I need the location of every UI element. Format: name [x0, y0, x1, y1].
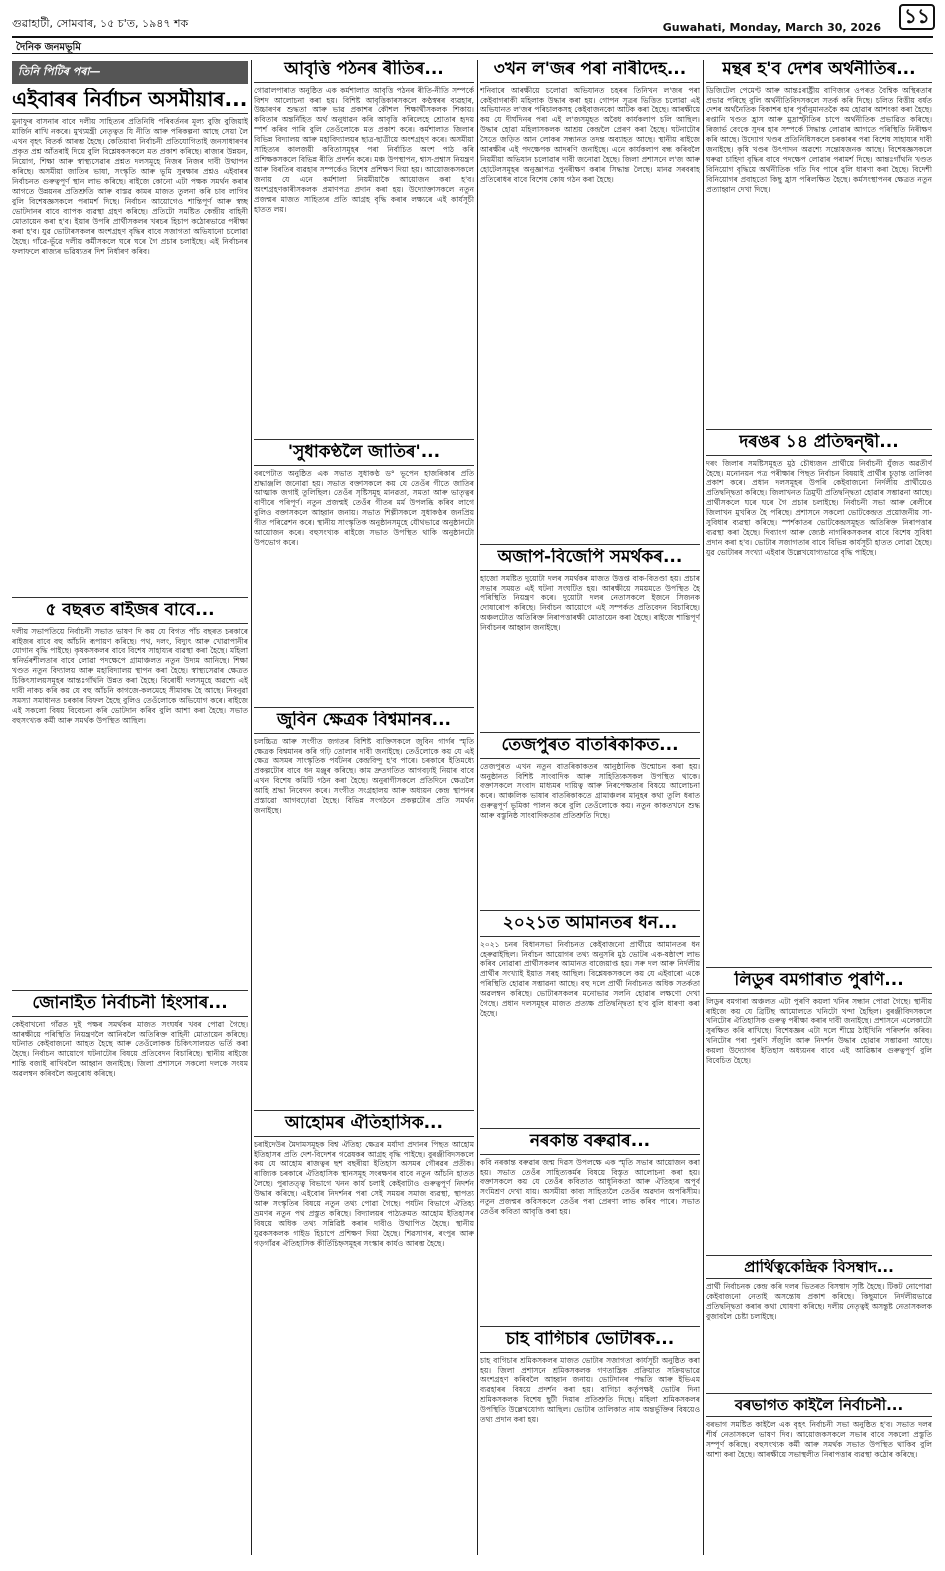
- dateline: [12, 8, 933, 34]
- headline: ৩খন ল'জৰ পৰা নাৰীদেহ...: [480, 60, 700, 83]
- headline: নৰকান্ত বৰুৱাৰ...: [480, 1132, 700, 1155]
- article-ahom: [254, 1114, 474, 1554]
- dateline-left: গুৱাহাটী, সোমবাৰ, ১৫ চ'ত, ১৯৪৭ শক: [12, 17, 189, 30]
- page-number: ১১: [899, 4, 935, 30]
- column-rule: [251, 60, 252, 1555]
- article-body: কবি নৰকান্ত বৰুৱাৰ জন্ম দিৱস উপলক্ষে এক স্মৃতি সভাৰ আয়োজন কৰা হয়। সভাত তেওঁৰ সাহিত্যকৰ্মৰ বিষয়ে বিস্তৃত আলোচনা কৰা হয়। বক্তাসকলে কয় যে তেওঁৰ কবিতাত আধুনিকতা আৰু ঐতিহ্যৰ অপূৰ্ব সংমিশ্ৰণ দেখা যায়। অসমীয়া কাব্য সাহিত্যলৈ তেওঁৰ অৱদান অপৰিসীম। নতুন প্ৰজন্মৰ কবিসকলে তেওঁৰ পৰা প্ৰেৰণা লাভ কৰিব পাৰে। সভাত তেওঁৰ কবিতা আবৃত্তি কৰা হয়।: [480, 1157, 700, 1217]
- article-darrang: [706, 433, 932, 963]
- article-body: মুনাফুৰ বাসনাৰ বাবে দলীয় সাহিত্যৰ প্ৰতিনিধি পৰিবৰ্তনৰ মূল্য বুজি বুজিয়াই মাৰ্জিন ৰাখি নকৰে। মুখ্যমন্ত্ৰী নেতৃত্বত যি নীতি আৰু পৰিকল্পনা আছে সেয়া লৈ এখন বৃহৎ বিতৰ্ক আৰম্ভ হৈছে। কেতিয়াবা নিৰ্বাচনী প্ৰতিযোগিতাই জনসাধাৰণৰ প্ৰকৃত প্ৰশ্ন আঁতৰাই দিয়ে বুলি বিশ্লেষকসকলে মত প্ৰকাশ কৰিছে। ৰাজ্যৰ উন্নয়ন, নিয়োগ, শিক্ষা আৰু স্বাস্থ্যসেৱাৰ প্ৰশ্নত দলসমূহে নিজৰ নিজৰ দাবী উত্থাপন কৰিছে। অসমীয়া জাতিৰ ভাষা, সংস্কৃতি আৰু ভূমি সুৰক্ষাৰ প্ৰশ্নও এইবাৰৰ নিৰ্বাচনত গুৰুত্বপূৰ্ণ স্থান লাভ কৰিছে। ৰাইজে কোনো এটা পক্ষক সমৰ্থন কৰাৰ আগতে উন্নয়নৰ প্ৰতিশ্ৰুতি আৰু বাস্তৱ কামৰ মাজত তুলনা কৰি চাব লাগিব বুলি বিশেষজ্ঞসকলে পৰামৰ্শ দিছে। নিৰ্বাচন আয়োগেও শান্তিপূৰ্ণ আৰু স্বচ্ছ ভোটদানৰ বাবে ব্যাপক ব্যৱস্থা গ্ৰহণ কৰিছে। প্ৰতিটো সমষ্টিত কেন্দ্ৰীয় বাহিনী মোতায়েন কৰা হ'ব। ইয়াৰ উপৰি প্ৰাৰ্থীসকলৰ খৰচৰ হিচাপ কঠোৰভাৱে পৰীক্ষা কৰা হ'ব। যুৱ ভোটাৰসকলৰ অংশগ্ৰহণ বৃদ্ধিৰ বাবে সজাগতা অভিযানো চলোৱা হৈছে। গাঁৱে-ভূঁৱে দলীয় কৰ্মীসকলে ঘৰে ঘৰে গৈ প্ৰচাৰ চলাইছে। এই নিৰ্বাচনৰ ফলাফলে ৰাজ্যৰ ভৱিষ্যতৰ দিশ নিৰ্ধাৰণ কৰিব।: [12, 117, 248, 256]
- headline: 'সুধাকণ্ঠলৈ জাতিৰ'...: [254, 443, 474, 466]
- article-lodge: [480, 60, 700, 540]
- headline: তেজপুৰত বাতৰিকাকত...: [480, 736, 700, 759]
- article-ledo: [706, 971, 932, 1251]
- headline: চাহ বাগিচাৰ ভোটাৰক...: [480, 1330, 700, 1353]
- article-deposit: [480, 914, 700, 1124]
- headline: ২০২১ত আমানতৰ ধন...: [480, 914, 700, 937]
- headline: জোনাইত নিৰ্বাচনী হিংসাৰ...: [12, 994, 248, 1017]
- column-rule: [703, 60, 704, 1555]
- headline: প্ৰাৰ্থিত্বকেন্দ্ৰিক বিসম্বাদ...: [706, 1259, 932, 1279]
- column-3: [480, 60, 700, 1555]
- article-economy: [706, 60, 932, 425]
- article-sudhakantha: [254, 443, 474, 703]
- headline: লিডুৰ বমগাৰাত পুৰণি...: [706, 971, 932, 994]
- headline: এইবাৰৰ নিৰ্বাচন অসমীয়াৰ...: [12, 88, 248, 114]
- article-nabakanta: [480, 1132, 700, 1322]
- article-body: চলচ্চিত্ৰ আৰু সংগীত জগতৰ বিশিষ্ট ব্যক্তিসকলে জুবিন গাৰ্গৰ স্মৃতি ক্ষেত্ৰক বিশ্বমানৰ কৰি গঢ়ি তোলাৰ দাবী জনাইছে। তেওঁলোকে কয় যে এই ক্ষেত্ৰ অসমৰ সাংস্কৃতিক পৰ্যটনৰ কেন্দ্ৰবিন্দু হ'ব পাৰে। চৰকাৰে ইতিমধ্যে প্ৰকল্পটোৰ বাবে ধন মঞ্জুৰ কৰিছে। কাম দ্ৰুতগতিত আগবঢ়াই নিয়াৰ বাবে এখন বিশেষ কমিটি গঠন কৰা হৈছে। অনুৰাগীসকলে প্ৰতিদিনে ক্ষেত্ৰলৈ আহি শ্ৰদ্ধা নিবেদন কৰে। সংগীত সংগ্ৰহালয় আৰু অধ্যয়ন কেন্দ্ৰ স্থাপনৰ প্ৰস্তাৱো আগবঢ়োৱা হৈছে। বিভিন্ন সংগঠনে প্ৰকল্পটোৰ প্ৰতি সমৰ্থন জনাইছে।: [254, 736, 474, 816]
- dateline-right: Guwahati, Monday, March 30, 2026: [662, 21, 881, 34]
- headline: দৰঙৰ ১৪ প্ৰতিদ্বন্দ্বী...: [706, 433, 932, 456]
- headline: বৰভাগত কাইলৈ নিৰ্বাচনী...: [706, 1397, 932, 1417]
- column-rule: [477, 60, 478, 1555]
- article-election: [12, 88, 248, 593]
- headline: অজাপ-বিজেপি সমৰ্থকৰ...: [480, 548, 700, 571]
- article-barbhag: [706, 1397, 932, 1537]
- headline: জুবিন ক্ষেত্ৰক বিশ্বমানৰ...: [254, 711, 474, 734]
- article-body: হাজো সমষ্টিত দুয়োটা দলৰ সমৰ্থকৰ মাজত উত্তপ্ত বাক-বিতণ্ডা হয়। প্ৰচাৰ সভাৰ সময়ত এই ঘটনা সংঘটিত হয়। আৰক্ষীয়ে সময়মতে উপস্থিত হৈ পৰিস্থিতি নিয়ন্ত্ৰণ কৰে। দুয়োটা দলৰ নেতাসকলে ইজনে সিজনক দোষাৰোপ কৰিছে। নিৰ্বাচন আয়োগে এই সম্পৰ্কত প্ৰতিবেদন বিচাৰিছে। অঞ্চলটোত অতিৰিক্ত নিৰাপত্তাৰক্ষী মোতায়েন কৰা হৈছে। ৰাইজে শান্তিপূৰ্ণ নিৰ্বাচনৰ আহ্বান জনাইছে।: [480, 573, 700, 633]
- article-body: তেজপুৰত এখন নতুন বাতৰিকাকতৰ আনুষ্ঠানিক উন্মোচন কৰা হয়। অনুষ্ঠানত বিশিষ্ট সাংবাদিক আৰু সাহিত্যিকসকল উপস্থিত থাকে। বক্তাসকলে সংবাদ মাধ্যমৰ দায়িত্ব আৰু নিৰপেক্ষতাৰ বিষয়ে আলোচনা কৰে। আঞ্চলিক ভাষাৰ বাতৰিকাকতে গ্ৰামাঞ্চলৰ মানুহৰ কথা তুলি ধৰাত গুৰুত্বপূৰ্ণ ভূমিকা পালন কৰে বুলি তেওঁলোকে কয়। নতুন কাকতখনে শুদ্ধ আৰু বস্তুনিষ্ঠ সাংবাদিকতাৰ প্ৰতিশ্ৰুতি দিছে।: [480, 761, 700, 821]
- article-five-years: [12, 601, 248, 986]
- article-body: বৰভাগ সমষ্টিত কাইলৈ এক বৃহৎ নিৰ্বাচনী সভা অনুষ্ঠিত হ'ব। সভাত দলৰ শীৰ্ষ নেতাসকলে ভাষণ দিব। আয়োজকসকলে সভাৰ বাবে সকলো প্ৰস্তুতি সম্পূৰ্ণ কৰিছে। বহুসংখ্যক কৰ্মী আৰু সমৰ্থক সভাত উপস্থিত থাকিব বুলি আশা কৰা হৈছে। আৰক্ষীয়ে সভাস্থলীত নিৰাপত্তাৰ ব্যৱস্থা কঠোৰ কৰিছে।: [706, 1420, 932, 1460]
- article-body: দৰং জিলাৰ সমষ্টিসমূহত মুঠ চৌধ্যজন প্ৰাৰ্থীয়ে নিৰ্বাচনী যুঁজত অৱতীৰ্ণ হৈছে। মনোনয়ন পত্ৰ পৰীক্ষাৰ পিছত নিৰ্বাচন বিষয়াই প্ৰাৰ্থীৰ চূড়ান্ত তালিকা প্ৰকাশ কৰে। প্ৰধান দলসমূহৰ উপৰি কেইবাজনো নিৰ্দলীয় প্ৰাৰ্থীয়েও প্ৰতিদ্বন্দ্বিতা কৰিছে। জিলাখনত ত্ৰিমুখী প্ৰতিদ্বন্দ্বিতা হোৱাৰ সম্ভাৱনা আছে। প্ৰাৰ্থীসকলে ঘৰে ঘৰে গৈ প্ৰচাৰ চলাইছে। নিৰ্বাচনী সভা আৰু ৰেলীৰে জিলাখন মুখৰিত হৈ পৰিছে। প্ৰশাসনে সকলো ভোটকেন্দ্ৰত প্ৰয়োজনীয় সা-সুবিধাৰ ব্যৱস্থা কৰিছে। স্পৰ্শকাতৰ ভোটকেন্দ্ৰসমূহত অতিৰিক্ত নিৰাপত্তাৰ ব্যৱস্থা কৰা হৈছে। দিব্যাংগ আৰু জ্যেষ্ঠ নাগৰিকসকলৰ বাবে বিশেষ সুবিধা প্ৰদান কৰা হ'ব। ভোটাৰ সজাগতাৰ বাবে বিভিন্ন কাৰ্যসূচী হাতত লোৱা হৈছে। যুৱ ভোটাৰৰ সংখ্যা এইবাৰ উল্লেখযোগ্যভাৱে বৃদ্ধি পাইছে।: [706, 458, 932, 558]
- article-body: ডিজিটেল পেমেণ্ট আৰু আন্তঃৰাষ্ট্ৰীয় বাণিজ্যৰ ওপৰত বৈশ্বিক অস্থিৰতাৰ প্ৰভাৱ পৰিছে বুলি অৰ্থনীতিবিদসকলে সতৰ্ক কৰি দিছে। চলিত বিত্তীয় বৰ্ষত দেশৰ অৰ্থনৈতিক বিকাশৰ হাৰ পূৰ্বানুমানতকৈ কম হোৱাৰ আশংকা কৰা হৈছে। ৰপ্তানি খণ্ডত হ্ৰাস আৰু মুদ্ৰাস্ফীতিৰ চাপে অৰ্থনীতিক প্ৰভাৱিত কৰিছে। ৰিজাৰ্ভ বেংকে সুদৰ হাৰ সম্পৰ্কে সিদ্ধান্ত লোৱাৰ আগতে পৰিস্থিতি নিৰীক্ষণ কৰি আছে। উদ্যোগ খণ্ডৰ প্ৰতিনিধিসকলে চৰকাৰৰ পৰা বিশেষ সাহায্যৰ দাবী জনাইছে। কৃষি খণ্ডৰ উৎপাদন অৱশ্যে সন্তোষজনক আছে। বিশেষজ্ঞসকলে ঘৰুৱা চাহিদা বৃদ্ধিৰ বাবে পদক্ষেপ লোৱাৰ পৰামৰ্শ দিছে। আন্তঃগাঁথনি খণ্ডত বিনিয়োগ বৃদ্ধিয়ে অৰ্থনীতিক গতি দিব পাৰে বুলি ধাৰণা কৰা হৈছে। বিদেশী বিনিয়োগৰ প্ৰবাহতো কিছু হ্ৰাস পৰিলক্ষিত হৈছে। কৰ্মসংস্থাপনৰ ক্ষেত্ৰত নতুন প্ৰত্যাহ্বান দেখা দিছে।: [706, 85, 932, 195]
- column-1: [12, 60, 248, 1555]
- article-body: লিডুৰ বমগাৰা অঞ্চলত এটা পুৰণি কয়লা খনিৰ সন্ধান পোৱা গৈছে। স্থানীয় ৰাইজে কয় যে ব্ৰিটিছ আমোলতে খনিটো খন্দা হৈছিল। বুৰঞ্জীবিদসকলে খনিটোৰ ঐতিহাসিক গুৰুত্ব পৰীক্ষা কৰাৰ দাবী জনাইছে। প্ৰশাসনে এলেকাটো সুৰক্ষিত কৰি ৰাখিছে। বিশেষজ্ঞৰ এটা দলে শীঘ্ৰে ঠাইখিনি পৰিদৰ্শন কৰিব। খনিটোৰ পৰা পুৰণি সঁজুলি আৰু নিদৰ্শন উদ্ধাৰ হোৱাৰ সম্ভাৱনা আছে। কয়লা উদ্যোগৰ ইতিহাস অধ্যয়নৰ বাবে এই আৱিষ্কাৰ গুৰুত্বপূৰ্ণ বুলি বিবেচিত হৈছে।: [706, 996, 932, 1066]
- article-tea-garden: [480, 1330, 700, 1530]
- article-body: বৰপেটাত অনুষ্ঠিত এক সভাত সুধাকণ্ঠ ড° ভূপেন হাজৰিকাৰ প্ৰতি শ্ৰদ্ধাঞ্জলি জনোৱা হয়। সভাত বক্তাসকলে কয় যে তেওঁৰ গীতে জাতিৰ আত্মাক জগাই তুলিছিল। তেওঁৰ সৃষ্টিসমূহ মানৱতা, সমতা আৰু ভাতৃত্বৰ বাণীৰে পৰিপূৰ্ণ। নতুন প্ৰজন্মই তেওঁৰ গীতৰ মৰ্ম উপলব্ধি কৰিব লাগে বুলিও বক্তাসকলে আহ্বান জনায়। সভাত শিল্পীসকলে সুধাকণ্ঠৰ জনপ্ৰিয় গীত পৰিৱেশন কৰে। স্থানীয় সাংস্কৃতিক অনুষ্ঠানসমূহে যৌথভাৱে অনুষ্ঠানটো আয়োজন কৰে। বহুসংখ্যক ৰাইজে সভাত উপস্থিত থাকি অনুষ্ঠানটো উপভোগ কৰে।: [254, 468, 474, 548]
- article-violence: [12, 994, 248, 1394]
- article-candidate-dispute: [706, 1259, 932, 1389]
- article-body: গোৱালপাৰাত অনুষ্ঠিত এক কৰ্মশালাত আবৃত্তি পঠনৰ ৰীতি-নীতি সম্পৰ্কে বিশদ আলোচনা কৰা হয়। বিশিষ্ট আবৃত্তিকাৰসকলে কণ্ঠস্বৰৰ ব্যৱহাৰ, উচ্চাৰণৰ শুদ্ধতা আৰু ভাৱ প্ৰকাশৰ কৌশল শিক্ষাৰ্থীসকলক শিকায়। কবিতাৰ অন্তৰ্নিহিত অৰ্থ অনুধাৱন কৰি আবৃত্তি কৰিলেহে শ্ৰোতাৰ হৃদয় স্পৰ্শ কৰিব পাৰি বুলি তেওঁলোকে মত প্ৰকাশ কৰে। কৰ্মশালাত জিলাৰ বিভিন্ন বিদ্যালয় আৰু মহাবিদ্যালয়ৰ ছাত্ৰ-ছাত্ৰীয়ে অংশগ্ৰহণ কৰে। অসমীয়া সাহিত্যৰ কালজয়ী কবিতাসমূহৰ পৰা নিৰ্বাচিত অংশ পাঠ কৰি প্ৰশিক্ষকসকলে বিভিন্ন ৰীতি প্ৰদৰ্শন কৰে। মঞ্চ উপস্থাপন, শ্বাস-প্ৰশ্বাস নিয়ন্ত্ৰণ আৰু বিৰতিৰ ব্যৱহাৰ সম্পৰ্কেও বিশেষ প্ৰশিক্ষণ দিয়া হয়। আয়োজকসকলে জনায় যে এনে কৰ্মশালা নিয়মীয়াকৈ আয়োজন কৰা হ'ব। অংশগ্ৰহণকাৰীসকলক প্ৰমাণপত্ৰ প্ৰদান কৰা হয়। উদ্যোক্তাসকলে নতুন প্ৰজন্মৰ মাজত সাহিত্যৰ প্ৰতি আগ্ৰহ বৃদ্ধি কৰাৰ লক্ষ্যৰে এই কাৰ্যসূচী হাতত লয়।: [254, 85, 474, 215]
- article-recitation: [254, 60, 474, 435]
- masthead-strip: দৈনিক জনমভূমি: [12, 36, 933, 54]
- article-tezpur: [480, 736, 700, 906]
- article-body: কেইবাখনো গাঁৱত দুই পক্ষৰ সমৰ্থকৰ মাজত সংঘৰ্ষৰ খবৰ পোৱা গৈছে। আৰক্ষীয়ে পৰিস্থিতি নিয়ন্ত্ৰণলৈ আনিবলৈ অতিৰিক্ত বাহিনী মোতায়েন কৰিছে। ঘটনাত কেইবাজনো আহত হৈছে আৰু তেওঁলোকক চিকিৎসালয়ত ভৰ্তি কৰা হৈছে। নিৰ্বাচন আয়োগে ঘটনাটোৰ বিষয়ে প্ৰতিবেদন বিচাৰিছে। স্থানীয় ৰাইজে শান্তি বজাই ৰাখিবলৈ আহ্বান জনাইছে। জিলা প্ৰশাসনে সকলো দলকে সংযম অৱলম্বন কৰিবলৈ অনুৰোধ কৰিছে।: [12, 1019, 248, 1079]
- article-agp-bjp: [480, 548, 700, 728]
- article-body: ২০২১ চনৰ বিধানসভা নিৰ্বাচনত কেইবাজনো প্ৰাৰ্থীয়ে আমানতৰ ধন হেৰুৱাইছিল। নিৰ্বাচন আয়োগৰ তথ্য অনুসৰি মুঠ ভোটৰ এক-ষষ্ঠাংশ লাভ কৰিব নোৱাৰা প্ৰাৰ্থীসকলৰ আমানত বাজেয়াপ্ত হয়। সৰু দল আৰু নিৰ্দলীয় প্ৰাৰ্থীৰ সংখ্যাই ইয়াত সৰহ আছিল। বিশ্লেষকসকলে কয় যে এইবাৰো একে পৰিস্থিতি হোৱাৰ সম্ভাৱনা আছে। বহু দলে প্ৰাৰ্থী নিৰ্বাচনত অধিক সতৰ্কতা অৱলম্বন কৰিছে। ভোটাৰসকলৰ মনোভাৱ সলনি হোৱাৰ লক্ষণো দেখা গৈছে। প্ৰধান দলসমূহৰ মাজত প্ৰত্যক্ষ প্ৰতিদ্বন্দ্বিতা হ'ব বুলি ধাৰণা কৰা হৈছে।: [480, 939, 700, 1019]
- article-body: দলীয় সভাপতিয়ে নিৰ্বাচনী সভাত ভাষণ দি কয় যে বিগত পাঁচ বছৰত চৰকাৰে ৰাইজৰ বাবে বহু আঁচনি ৰূপায়ণ কৰিছে। পথ, দলং, বিদ্যুৎ আৰু খোৱাপানীৰ যোগান বৃদ্ধি পাইছে। কৃষকসকলৰ বাবে বিশেষ সাহায্যৰ ব্যৱস্থা কৰা হৈছে। মহিলা স্বনিৰ্ভৰশীলতাৰ বাবে লোৱা পদক্ষেপে গ্ৰামাঞ্চলত নতুন উদ্যম আনিছে। শিক্ষা খণ্ডত নতুন বিদ্যালয় আৰু মহাবিদ্যালয় স্থাপন কৰা হৈছে। স্বাস্থ্যসেৱাৰ ক্ষেত্ৰত চিকিৎসালয়সমূহৰ আন্তঃগাঁথনি উন্নত কৰা হৈছে। বিৰোধী দলসমূহে অৱশ্যে এই দাবী নাকচ কৰি কয় যে বহু আঁচনি কাগজে-কলমেহে সীমাবদ্ধ হৈ আছে। নিবনুৱা সমস্যা সমাধানত চৰকাৰ বিফল হৈছে বুলিও তেওঁলোকে অভিযোগ কৰে। ৰাইজে এই সকলো বিষয় বিবেচনা কৰি ভোটদান কৰিব বুলি আশা কৰা হৈছে। সভাত বহুসংখ্যক কৰ্মী আৰু সমৰ্থক উপস্থিত আছিল।: [12, 626, 248, 726]
- column-4: [706, 60, 932, 1555]
- column-2: [254, 60, 474, 1555]
- section-kicker: তিনি পিটিৰ পৰা—: [12, 61, 248, 84]
- article-zubeen: [254, 711, 474, 1106]
- headline: আবৃত্তি পঠনৰ ৰীতিৰ...: [254, 60, 474, 83]
- article-body: চাহ বাগিচাৰ শ্ৰমিকসকলৰ মাজত ভোটাৰ সজাগতা কাৰ্যসূচী অনুষ্ঠিত কৰা হয়। জিলা প্ৰশাসনে শ্ৰমিকসকলক গণতান্ত্ৰিক প্ৰক্ৰিয়াত সক্ৰিয়ভাৱে অংশগ্ৰহণ কৰিবলৈ আহ্বান জনায়। ভোটদানৰ পদ্ধতি আৰু ইভিএম ব্যৱহাৰৰ বিষয়ে প্ৰদৰ্শন কৰা হয়। বাগিচা কৰ্তৃপক্ষই ভোটৰ দিনা শ্ৰমিকসকলক বিশেষ ছুটী দিয়াৰ প্ৰতিশ্ৰুতি দিছে। মহিলা শ্ৰমিকসকলৰ উপস্থিতি উল্লেখযোগ্য আছিল। ভোটাৰ তালিকাত নাম অন্তৰ্ভুক্তিৰ বিষয়েও তথ্য প্ৰদান কৰা হয়।: [480, 1355, 700, 1425]
- headline: ৫ বছৰত ৰাইজৰ বাবে...: [12, 601, 248, 624]
- article-body: চৰাইদেউৰ মৈদামসমূহক বিশ্ব ঐতিহ্য ক্ষেত্ৰৰ মৰ্যাদা প্ৰদানৰ পিছত আহোম ইতিহাসৰ প্ৰতি দেশ-বিদেশৰ গৱেষকৰ আগ্ৰহ বৃদ্ধি পাইছে। বুৰঞ্জীবিদসকলে কয় যে আহোম ৰাজত্বৰ ছশ বছৰীয়া ইতিহাস অসমৰ গৌৰৱৰ প্ৰতীক। ৰাজ্যিক চৰকাৰে ঐতিহাসিক স্থানসমূহ সংৰক্ষণৰ বাবে নতুন আঁচনি হাতত লৈছে। পুৰাতত্ত্ব বিভাগে খনন কাৰ্য চলাই কেইবাটাও গুৰুত্বপূৰ্ণ নিদৰ্শন উদ্ধাৰ কৰিছে। এইবোৰ নিদৰ্শনৰ পৰা সেই সময়ৰ সমাজ ব্যৱস্থা, স্থাপত্য আৰু সংস্কৃতিৰ বিষয়ে নতুন তথ্য পোৱা গৈছে। পৰ্যটন বিভাগে ঐতিহ্য ভ্ৰমণৰ নতুন পথ প্ৰস্তুত কৰিছে। বিদ্যালয়ৰ পাঠ্যক্ৰমত আহোম ইতিহাসৰ বিষয়ে অধিক তথ্য সন্নিৱিষ্ট কৰাৰ দাবীও উত্থাপিত হৈছে। স্থানীয় যুৱকসকলক গাইড হিচাপে প্ৰশিক্ষণ দিয়া হৈছে। শিৱসাগৰ, ৰংপুৰ আৰু গড়গাঁৱৰ ঐতিহাসিক কীৰ্তিচিহ্নসমূহৰ সংস্কাৰ কাৰ্যও আৰম্ভ হৈছে।: [254, 1139, 474, 1249]
- headline: আহোমৰ ঐতিহাসিক...: [254, 1114, 474, 1137]
- article-body: প্ৰাৰ্থী নিৰ্বাচনক কেন্দ্ৰ কৰি দলৰ ভিতৰত বিসম্বাদ সৃষ্টি হৈছে। টিকট নোপোৱা কেইবাজনো নেতাই অসন্তোষ প্ৰকাশ কৰিছে। কিছুমানে নিৰ্দলীয়ভাৱে প্ৰতিদ্বন্দ্বিতা কৰাৰ কথা ঘোষণা কৰিছে। দলীয় নেতৃত্বই অসন্তুষ্ট নেতাসকলক বুজাবলৈ চেষ্টা চলাইছে।: [706, 1282, 932, 1322]
- headline: মন্থৰ হ'ব দেশৰ অৰ্থনীতিৰ...: [706, 60, 932, 83]
- article-body: শনিবাৰে আৰক্ষীয়ে চলোৱা অভিযানত চহৰৰ তিনিখন ল'জৰ পৰা কেইবাগৰাকী মহিলাক উদ্ধাৰ কৰা হয়। গোপন সূত্ৰৰ ভিত্তিত চলোৱা এই অভিযানত ল'জৰ পৰিচালকসহ কেইবাজনকো আটক কৰা হৈছে। আৰক্ষীয়ে কয় যে দীৰ্ঘদিনৰ পৰা এই ল'জসমূহত অবৈধ কাৰ্যকলাপ চলি আছিল। উদ্ধাৰ হোৱা মহিলাসকলক আশ্ৰয় কেন্দ্ৰলৈ প্ৰেৰণ কৰা হৈছে। ঘটনাটোৰ সৈতে জড়িত আন লোকৰ সন্ধানত তদন্ত অব্যাহত আছে। স্থানীয় ৰাইজে আৰক্ষীৰ এই পদক্ষেপক আদৰণি জনাইছে। এনে কাৰ্যকলাপ বন্ধ কৰিবলৈ নিয়মীয়া অভিযান চলোৱাৰ দাবী জনোৱা হৈছে। জিলা প্ৰশাসনে ল'জ আৰু হোটেলসমূহৰ অনুজ্ঞাপত্ৰ পুনৰীক্ষণ কৰাৰ সিদ্ধান্ত লৈছে। মানৱ সৰবৰাহ প্ৰতিৰোধৰ বাবে বিশেষ কোষ গঠন কৰা হৈছে।: [480, 85, 700, 185]
